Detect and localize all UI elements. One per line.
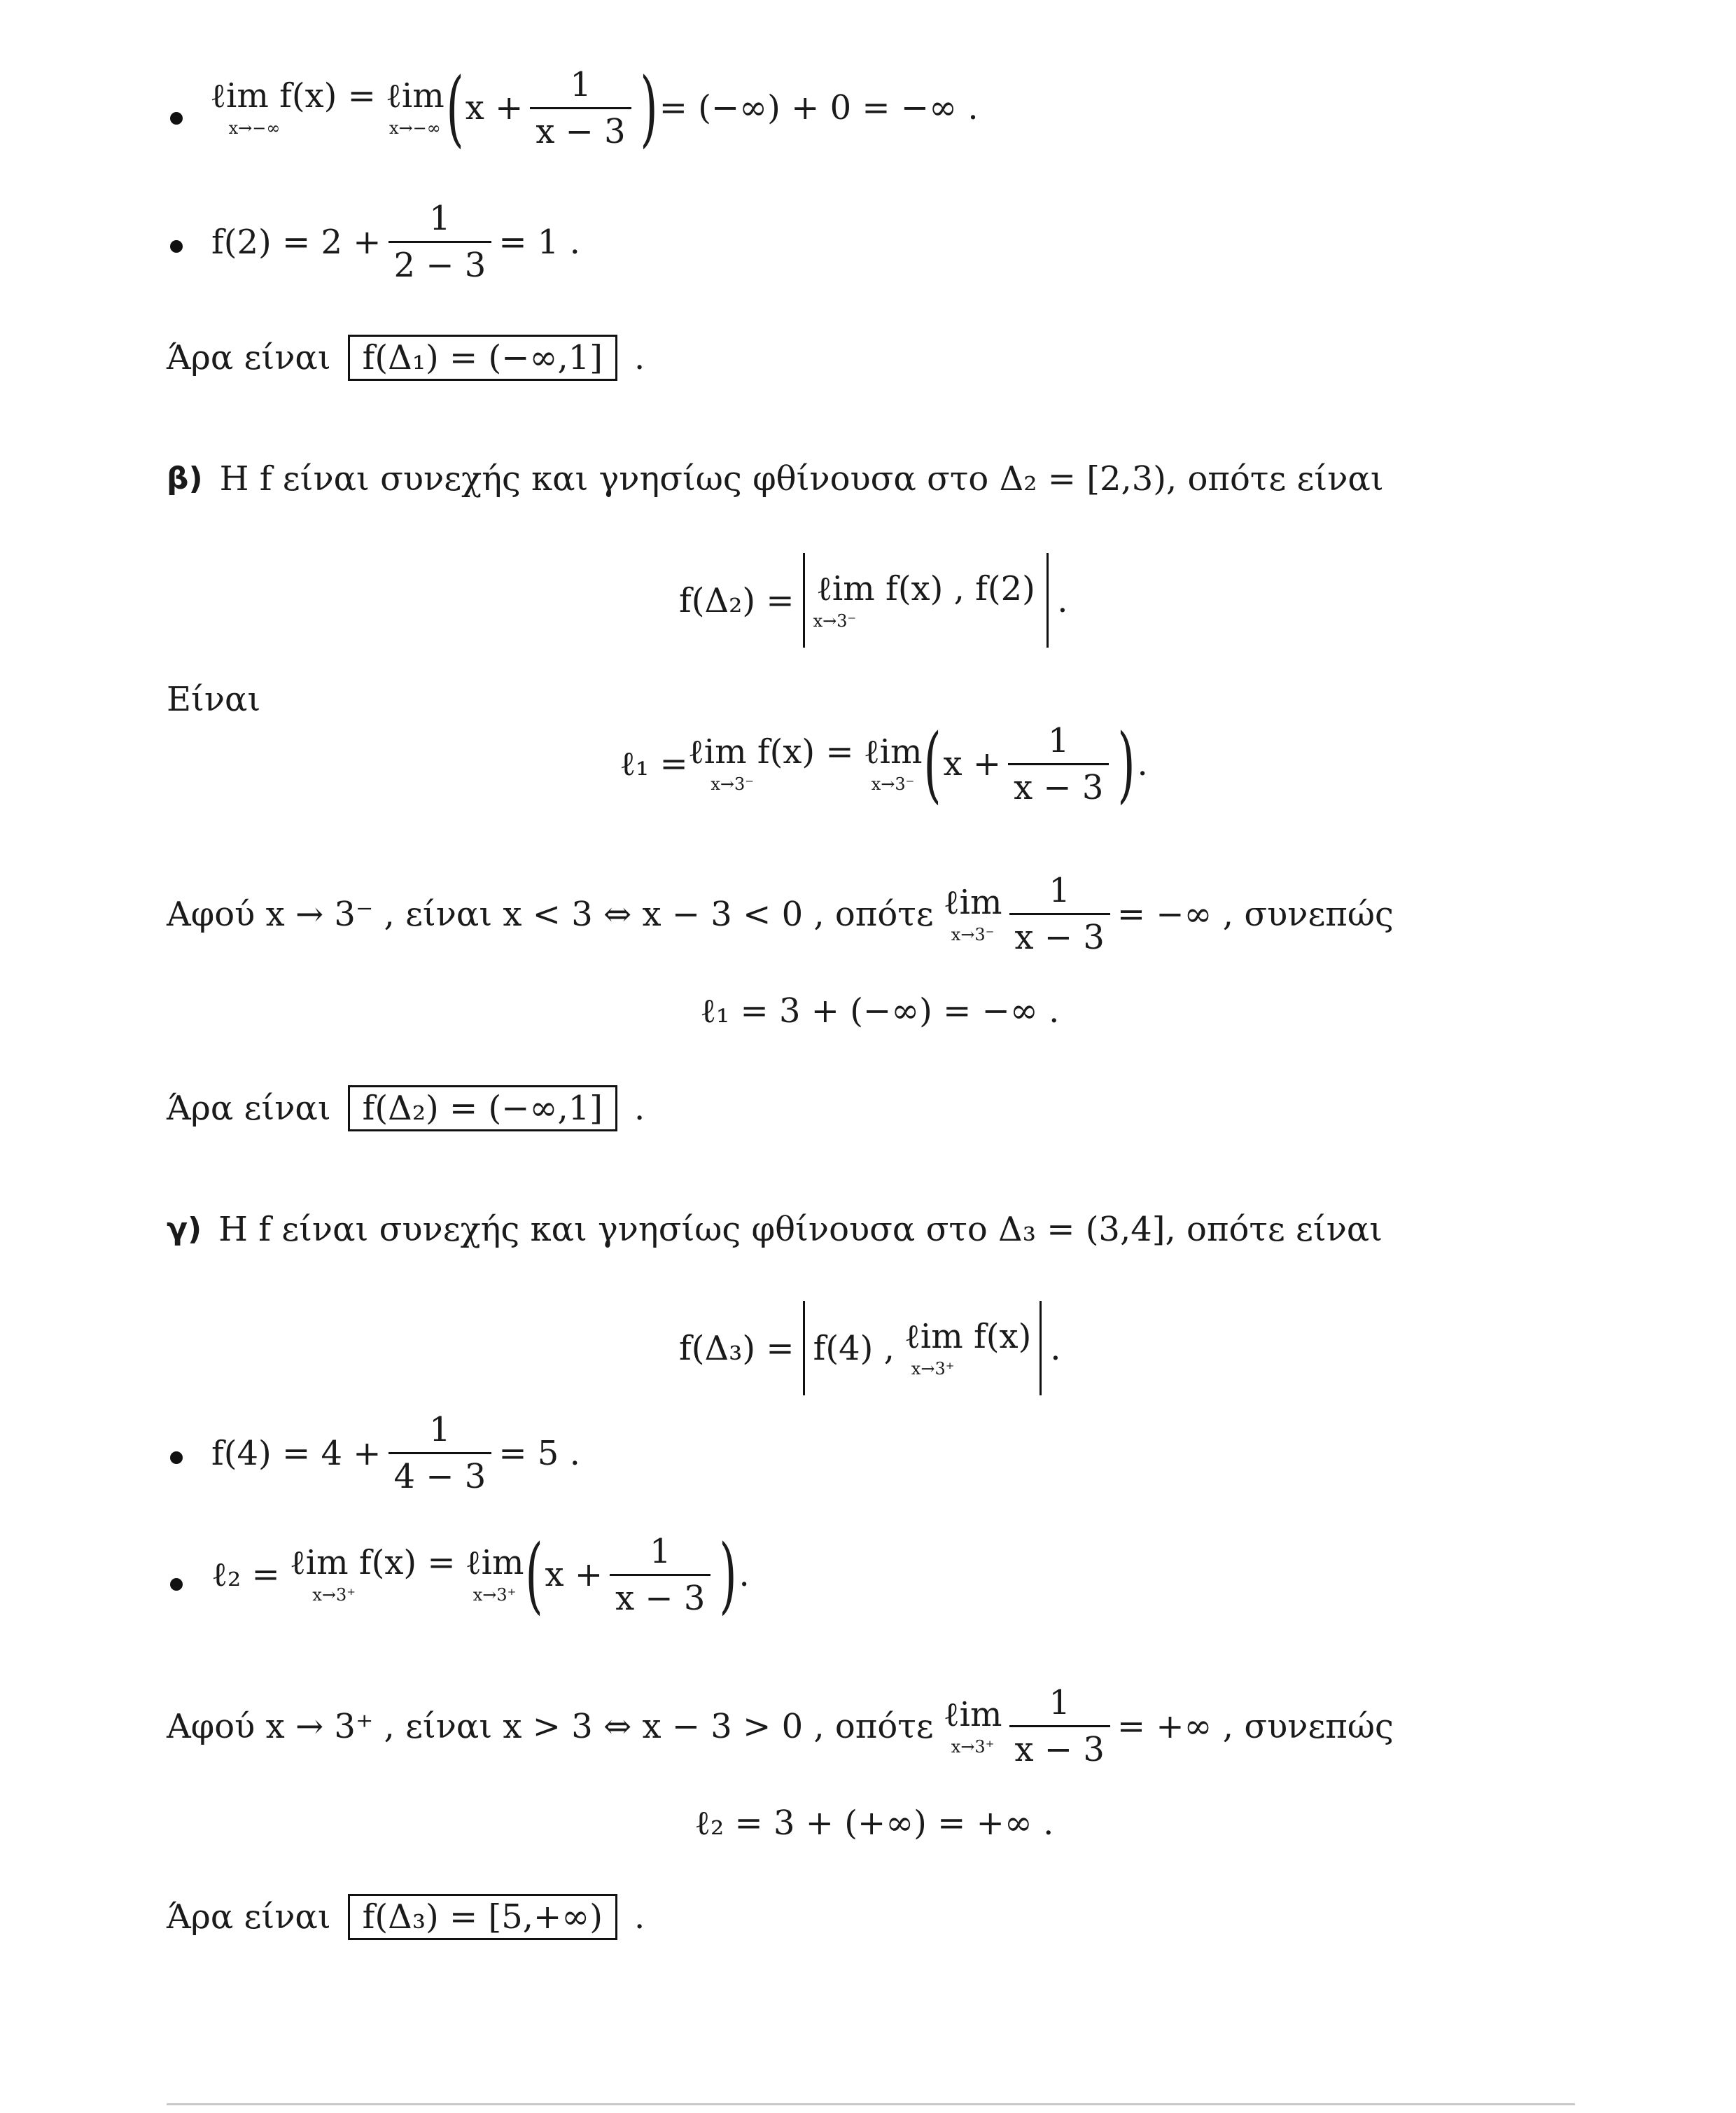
fraction bbox=[1008, 720, 1109, 807]
statement-text: Η f είναι συνεχής και γνησίως φθίνουσα στο Δ₂ = [2,3), οπότε είναι bbox=[219, 459, 1384, 498]
limit-expression bbox=[385, 76, 444, 138]
l2-value bbox=[694, 1804, 1054, 1843]
numerator: 1 bbox=[429, 199, 451, 238]
limit-subscript: x→3⁺ bbox=[472, 1585, 517, 1605]
numerator: 1 bbox=[1047, 720, 1070, 760]
left-paren: ( bbox=[923, 716, 942, 812]
image-lhs: f(Δ₂) = bbox=[679, 580, 794, 620]
limit-subscript: x→3⁺ bbox=[312, 1585, 356, 1605]
limit-head: ℓim bbox=[863, 732, 923, 772]
limit-expression bbox=[687, 732, 854, 794]
x-plus: x + bbox=[465, 88, 524, 127]
ara-text: Άρα είναι bbox=[167, 1897, 331, 1937]
image-lhs: f(Δ₃) = bbox=[679, 1328, 794, 1368]
limit-head: ℓim bbox=[943, 1694, 1002, 1734]
limit-head: ℓim bbox=[385, 76, 444, 116]
einai-word: Είναι bbox=[167, 680, 261, 719]
limit-subscript: x→−∞ bbox=[388, 118, 441, 138]
left-paren: ( bbox=[446, 60, 464, 156]
period: . bbox=[634, 1089, 645, 1128]
denominator: 4 − 3 bbox=[393, 1457, 486, 1496]
limit-expression bbox=[943, 882, 1002, 944]
denominator: x − 3 bbox=[1014, 918, 1105, 957]
part-b-statement bbox=[167, 459, 1384, 498]
footer-divider bbox=[167, 2103, 1575, 2105]
limit-head: ℓim bbox=[943, 882, 1002, 922]
bullet-dot bbox=[170, 1451, 183, 1464]
x-plus: x + bbox=[943, 744, 1002, 783]
f4-item: f(4) , bbox=[813, 1328, 895, 1368]
left-paren: ( bbox=[525, 1526, 544, 1623]
fraction bbox=[1009, 871, 1110, 957]
limit-expression bbox=[904, 1316, 1032, 1379]
numerator: 1 bbox=[429, 1410, 451, 1449]
bullet-dot bbox=[170, 240, 183, 253]
part-label: β) bbox=[167, 461, 203, 496]
since-result: = −∞ , συνεπώς bbox=[1116, 894, 1394, 934]
image-interval-b: f(Δ₂) = ℓim f(x) , f(2) x→3⁻ . bbox=[679, 553, 1068, 648]
since-line-b bbox=[167, 871, 1394, 957]
limit-subscript: x→3⁻ bbox=[813, 611, 857, 631]
l2-lhs: ℓ₂ = bbox=[211, 1555, 280, 1594]
limit-subscript: x→3⁻ bbox=[951, 924, 995, 944]
bullet-dot bbox=[170, 1578, 183, 1591]
ara-text: Άρα είναι bbox=[167, 338, 331, 377]
limit-expression bbox=[465, 1543, 524, 1605]
limit-subscript: x→3⁻ bbox=[710, 774, 754, 794]
l1-value-text: ℓ₁ = 3 + (−∞) = −∞ . bbox=[700, 991, 1060, 1031]
part-c-statement bbox=[167, 1210, 1383, 1249]
boxed-formula: f(Δ₂) = (−∞,1] bbox=[362, 1089, 603, 1128]
boxed-result bbox=[348, 335, 617, 381]
boxed-result bbox=[348, 1085, 617, 1131]
part-label: γ) bbox=[167, 1211, 202, 1247]
fraction bbox=[388, 1410, 492, 1496]
limit-subscript: x→3⁻ bbox=[871, 774, 915, 794]
f4-line bbox=[211, 1410, 580, 1496]
bullet-dot bbox=[170, 112, 183, 125]
since-result: = +∞ , συνεπώς bbox=[1116, 1706, 1394, 1746]
limit-expression bbox=[210, 76, 376, 138]
l1-value bbox=[700, 991, 1060, 1031]
denominator: x − 3 bbox=[536, 111, 626, 151]
limit-head: ℓim f(x) = bbox=[687, 732, 854, 772]
numerator: 1 bbox=[570, 64, 592, 104]
boxed-result bbox=[348, 1894, 617, 1940]
denominator: x − 3 bbox=[1014, 1730, 1105, 1769]
limit-head: ℓim f(x) = bbox=[210, 76, 376, 116]
einai-text bbox=[167, 680, 261, 719]
f4-result: = 5 . bbox=[498, 1433, 580, 1473]
f4-lhs: f(4) = 4 + bbox=[211, 1433, 382, 1473]
limit-expression bbox=[813, 569, 1039, 631]
result-line-a bbox=[167, 335, 645, 381]
right-paren: ) bbox=[640, 60, 658, 156]
denominator: 2 − 3 bbox=[393, 246, 486, 285]
f2-line bbox=[211, 199, 580, 285]
right-paren: ) bbox=[719, 1526, 738, 1623]
l2-value-text: ℓ₂ = 3 + (+∞) = +∞ . bbox=[694, 1804, 1054, 1843]
fraction bbox=[388, 199, 492, 285]
x-plus: x + bbox=[545, 1555, 603, 1594]
limit-subscript: x→3⁺ bbox=[951, 1736, 995, 1757]
limit-subscript: x→3⁺ bbox=[911, 1358, 955, 1379]
limit-expression bbox=[289, 1543, 456, 1605]
numerator: 1 bbox=[1049, 1683, 1070, 1722]
l2-definition: ℓ₂ = ℓim f(x) = x→3⁺ ℓim x→3⁺ ( x + $\frac{1}{x - 3}$ ) . bbox=[211, 1526, 750, 1623]
limit-expression bbox=[943, 1694, 1002, 1757]
limit-head: ℓim f(x) , f(2) bbox=[816, 569, 1035, 608]
since-text: Αφού x → 3⁻ , είναι x < 3 ⇔ x − 3 < 0 , οπότε bbox=[167, 894, 934, 934]
l1-lhs: ℓ₁ = bbox=[620, 744, 688, 783]
right-paren: ) bbox=[1117, 716, 1136, 812]
result-line-c bbox=[167, 1894, 645, 1940]
limit-result: = (−∞) + 0 = −∞ . bbox=[659, 88, 979, 127]
ara-text: Άρα είναι bbox=[167, 1089, 331, 1128]
limit-head: ℓim f(x) = bbox=[289, 1543, 456, 1582]
fraction bbox=[530, 64, 631, 151]
f2-result: = 1 . bbox=[498, 222, 580, 262]
l1-definition: ℓ₁ = ℓim f(x) = x→3⁻ ℓim x→3⁻ ( x + $\frac{1}{x - 3}$ ) . bbox=[620, 716, 1148, 812]
limit-subscript: x→−∞ bbox=[228, 118, 281, 138]
boxed-formula: f(Δ₁) = (−∞,1] bbox=[362, 338, 603, 377]
denominator: x − 3 bbox=[1014, 767, 1104, 807]
limit-head: ℓim f(x) bbox=[904, 1316, 1032, 1356]
fraction bbox=[610, 1531, 710, 1618]
period: . bbox=[634, 1897, 645, 1937]
result-line-b bbox=[167, 1085, 645, 1131]
fraction bbox=[1009, 1683, 1110, 1769]
image-interval-c: f(Δ₃) = f(4) , ℓim f(x) x→3⁺ . bbox=[679, 1301, 1061, 1395]
numerator: 1 bbox=[649, 1531, 671, 1571]
statement-text: Η f είναι συνεχής και γνησίως φθίνουσα στο Δ₃ = (3,4], οπότε είναι bbox=[218, 1210, 1383, 1249]
f2-lhs: f(2) = 2 + bbox=[211, 222, 382, 262]
numerator: 1 bbox=[1049, 871, 1070, 910]
limit-minus-infinity-line bbox=[210, 60, 979, 156]
limit-expression bbox=[863, 732, 923, 794]
period: . bbox=[634, 338, 645, 377]
since-text: Αφού x → 3⁺ , είναι x > 3 ⇔ x − 3 > 0 , οπότε bbox=[167, 1706, 934, 1746]
boxed-formula: f(Δ₃) = [5,+∞) bbox=[362, 1897, 603, 1937]
since-line-c bbox=[167, 1683, 1394, 1769]
denominator: x − 3 bbox=[615, 1578, 706, 1618]
limit-head: ℓim bbox=[465, 1543, 524, 1582]
